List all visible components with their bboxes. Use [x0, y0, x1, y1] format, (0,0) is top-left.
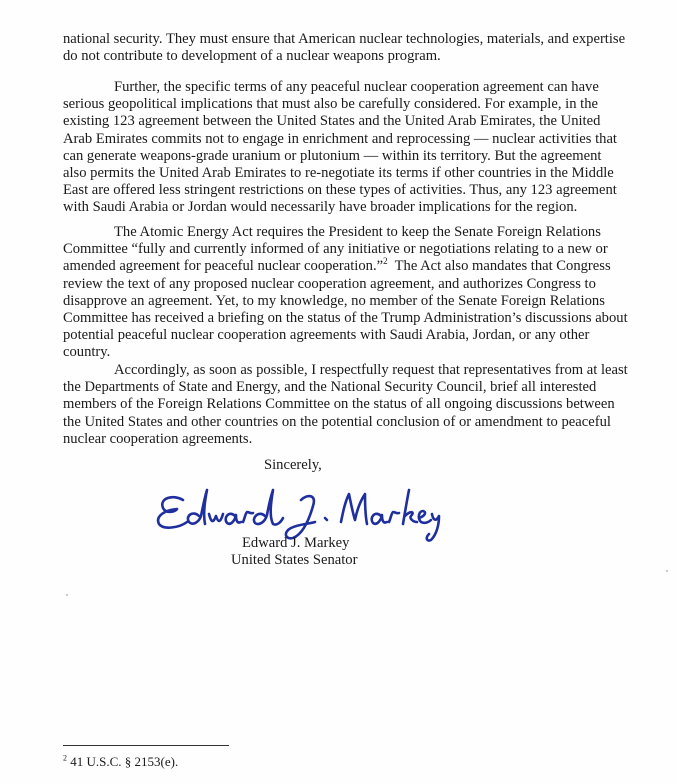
signature-stroke: [209, 514, 223, 521]
signature-stroke: [341, 494, 367, 524]
text-line-content: Accordingly, as soon as possible, I respectfully request that representatives from at least: [114, 362, 628, 378]
closing-salutation: Sincerely,: [264, 457, 322, 473]
text-line: potential peaceful nuclear cooperation agreements with Saudi Arabia, Jordan, or any other: [63, 327, 590, 344]
footnote-number: 2: [63, 753, 67, 763]
text-line: with Saudi Arabia or Jordan would necessarily have broader implications for the region.: [63, 199, 578, 216]
text-line: Committee “fully and currently informed of any initiative or negotiations relating to a new or: [63, 241, 608, 258]
footnote-divider: [63, 745, 229, 746]
paragraph-geopolitical: [63, 79, 623, 217]
text-line: [63, 362, 628, 379]
text-line-content: The Atomic Energy Act requires the President to keep the Senate Foreign Relations: [114, 224, 601, 240]
footnote-reference: 2: [383, 256, 388, 267]
text-line: [63, 258, 623, 275]
text-line: Arab Emirates commits not to engage in enrichment and reprocessing — nuclear activities that: [63, 130, 617, 147]
signature-stroke: [325, 518, 327, 520]
text-line: [63, 224, 623, 241]
scan-speck: [66, 594, 68, 596]
footnote: [63, 754, 178, 770]
footnote-text: 41 U.S.C. § 2153(e).: [67, 754, 179, 769]
text-line: do not contribute to development of a nuclear weapons program.: [63, 48, 441, 65]
signature-stroke: [286, 496, 315, 538]
text-line: disapprove an agreement. Yet, to my knowledge, no member of the Senate Foreign Relations: [63, 292, 605, 309]
signer-title: United States Senator: [231, 552, 358, 568]
text-line: country.: [63, 344, 111, 361]
signature-stroke: [389, 512, 399, 522]
signature-stroke: [403, 490, 417, 524]
text-line: members of the Foreign Relations Committee on the status of all ongoing discussions between: [63, 396, 615, 413]
text-line-content: amended agreement for peaceful nuclear cooperation.”: [63, 258, 384, 275]
text-line: East are offered less stringent restrictions on these types of activities. Thus, any 123 agreement: [63, 182, 617, 199]
signer-name: Edward J. Markey: [242, 535, 350, 551]
signature-stroke: [243, 512, 253, 522]
text-line-content: The Act also mandates that Congress: [387, 258, 611, 275]
paragraph-atomic-energy-act: [63, 224, 628, 362]
text-line: also permits the United Arab Emirates to re-negotiate its terms if other countries in the Middle: [63, 165, 614, 182]
signature-stroke: [188, 490, 207, 524]
signature-stroke: [254, 490, 283, 525]
signature-stroke: [372, 514, 387, 524]
text-line-content: Further, the specific terms of any peaceful nuclear cooperation agreement can have: [114, 79, 599, 95]
signature-stroke: [226, 514, 241, 524]
text-line: review the text of any proposed nuclear cooperation agreement, and authorizes Congress to: [63, 275, 596, 292]
text-line: national security. They must ensure that American nuclear technologies, materials, and expertise: [63, 31, 626, 47]
text-line: nuclear cooperation agreements.: [63, 430, 253, 447]
text-line: the United States and other countries on the potential conclusion of or amendment to peaceful: [63, 413, 611, 430]
text-line: the Departments of State and Energy, and the National Security Council, brief all interested: [63, 379, 597, 396]
text-line: Committee has received a briefing on the status of the Trump Administration’s discussions about: [63, 310, 628, 327]
text-line: existing 123 agreement between the United States and the United Arab Emirates, the United: [63, 113, 601, 130]
paragraph-request: [63, 362, 628, 448]
signature-stroke: [158, 497, 187, 527]
signature-stroke: [427, 514, 439, 541]
text-line: serious geopolitical implications that must also be carefully considered. For example, in the: [63, 96, 598, 113]
scan-speck: [666, 570, 668, 572]
signature-stroke: [419, 511, 431, 523]
handwritten-signature: [153, 482, 443, 542]
text-line: can generate weapons-grade uranium or plutonium — within its territory. But the agreement: [63, 147, 602, 164]
text-line: [63, 79, 623, 96]
paragraph-continuation: [63, 31, 626, 65]
